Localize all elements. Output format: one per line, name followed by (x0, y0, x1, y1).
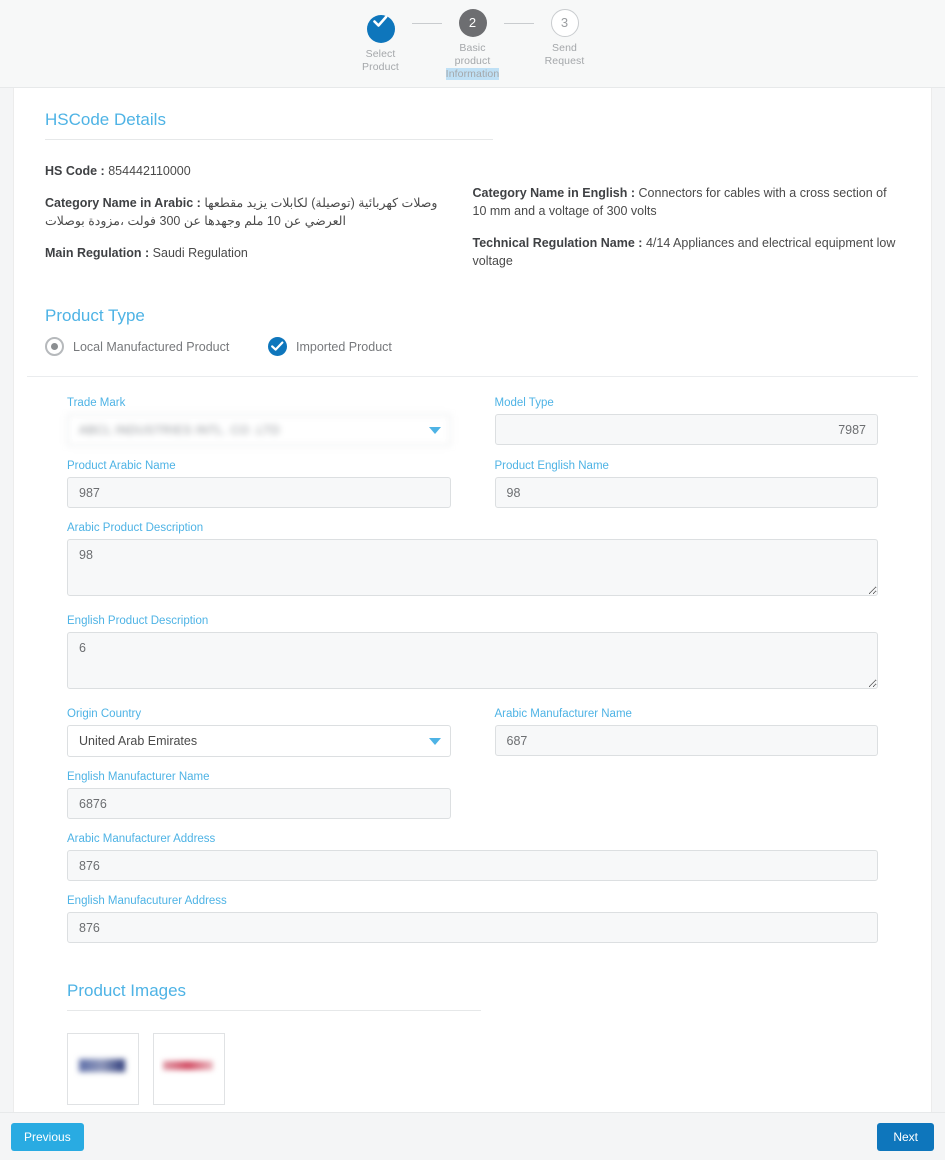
radio-unselected-icon[interactable] (45, 337, 64, 356)
hscode-right-column (473, 162, 901, 284)
wizard-footer (0, 1112, 945, 1160)
english-manufacturer-name-input[interactable] (67, 788, 451, 819)
category-arabic-label: Category Name in Arabic : (45, 196, 201, 210)
hscode-details-block (14, 140, 931, 284)
product-type-option-imported-label: Imported Product (296, 339, 392, 354)
category-english-label: Category Name in English : (472, 186, 636, 200)
step-2-bubble: 2 (459, 9, 487, 37)
trade-mark-label: Trade Mark (67, 397, 126, 409)
product-english-name-input[interactable] (495, 477, 879, 508)
image-thumbnail-1[interactable] (67, 1033, 139, 1105)
product-form (14, 377, 931, 957)
previous-button[interactable]: Previous (11, 1123, 84, 1151)
step-1-label (350, 48, 412, 74)
arabic-manufacturer-address-label: Arabic Manufacturer Address (67, 833, 216, 845)
origin-country-label: Origin Country (67, 708, 142, 720)
category-english-row (473, 184, 901, 220)
step-2-label-line-3: Information (445, 68, 500, 80)
english-product-description-textarea[interactable] (67, 632, 878, 689)
product-type-title: Product Type (45, 306, 145, 325)
main-regulation-label: Main Regulation : (45, 246, 150, 260)
field-trade-mark (45, 397, 473, 446)
arabic-manufacturer-name-input[interactable] (495, 725, 879, 756)
hscode-left-column (45, 162, 473, 284)
field-english-manufacturer-address (45, 895, 900, 943)
technical-regulation-row (473, 234, 901, 270)
main-regulation-value: Saudi Regulation (152, 246, 248, 260)
trade-mark-select-wrap[interactable] (67, 414, 451, 446)
field-product-english-name (473, 460, 901, 508)
product-arabic-name-input[interactable] (67, 477, 451, 508)
field-english-manufacturer-name (45, 771, 473, 819)
image-blur-placeholder (79, 1059, 125, 1072)
category-english-value: Connectors for cables with a cross section of 10 mm and a voltage of 300 volts (472, 186, 887, 218)
image-thumbnail-2-preview (159, 1039, 219, 1099)
product-type-options (14, 335, 931, 356)
image-blur-placeholder (163, 1061, 213, 1070)
model-type-input[interactable] (495, 414, 879, 445)
product-type-option-local[interactable] (45, 337, 268, 356)
field-origin-country (45, 708, 473, 757)
step-send-request[interactable] (534, 9, 596, 68)
form-card (13, 88, 932, 1134)
step-2-label (442, 42, 504, 81)
arabic-manufacturer-address-input[interactable] (67, 850, 878, 881)
image-thumbnail-1-preview (73, 1039, 133, 1099)
english-product-description-label: English Product Description (67, 615, 209, 627)
trade-mark-select[interactable]: ABCL INDUSTRIES INTL. CO .LTD (67, 414, 451, 446)
step-3-label-line-2: Request (544, 55, 585, 67)
hscode-details-title: HSCode Details (45, 88, 493, 140)
check-icon (367, 15, 395, 28)
radio-selected-check-icon[interactable] (268, 337, 287, 356)
category-arabic-row (45, 194, 453, 230)
hs-code-row (45, 162, 453, 180)
field-arabic-manufacturer-name (473, 708, 901, 757)
field-model-type (473, 397, 901, 446)
hs-code-label: HS Code : (45, 164, 105, 178)
step-2-label-line-1: Basic (459, 42, 486, 54)
wizard-stepper (350, 0, 596, 81)
step-3-label-line-1: Send (552, 42, 577, 54)
model-type-label: Model Type (494, 397, 554, 409)
next-button[interactable]: Next (877, 1123, 934, 1151)
product-arabic-name-label: Product Arabic Name (67, 460, 176, 472)
stepper-connector-2 (504, 23, 534, 24)
arabic-product-description-textarea[interactable] (67, 539, 878, 596)
field-english-product-description (45, 615, 900, 694)
origin-country-select-wrap[interactable] (67, 725, 451, 757)
step-basic-product-information[interactable] (442, 9, 504, 81)
product-images-title: Product Images (67, 981, 481, 1011)
field-arabic-manufacturer-address (45, 833, 900, 881)
image-thumbnail-2[interactable] (153, 1033, 225, 1105)
field-product-arabic-name (45, 460, 473, 508)
field-arabic-product-description (45, 522, 900, 601)
step-2-label-line-2: product (454, 55, 491, 67)
product-type-option-local-label: Local Manufactured Product (73, 339, 230, 354)
product-type-option-imported[interactable] (268, 337, 392, 356)
technical-regulation-value: 4/14 Appliances and electrical equipment low voltage (472, 236, 896, 268)
wizard-stepper-bar (0, 0, 945, 88)
product-images-list (14, 1011, 931, 1105)
english-manufacturer-name-label: English Manufacturer Name (67, 771, 210, 783)
english-manufacturer-address-label: English Manufacuturer Address (67, 895, 227, 907)
english-manufacturer-address-input[interactable] (67, 912, 878, 943)
step-1-label-line-2: Product (362, 61, 399, 73)
step-1-bubble (367, 15, 395, 43)
stepper-connector-1 (412, 23, 442, 24)
step-select-product[interactable] (350, 9, 412, 74)
step-3-bubble: 3 (551, 9, 579, 37)
category-arabic-value: وصلات كهربائية (توصيلة) لكابلات يزيد مقطعها العرضي عن 10 ملم وجهدها عن 300 فولت ،مزودة بوصلات (45, 196, 438, 228)
hs-code-value: 854442110000 (108, 164, 191, 178)
step-3-label (534, 42, 596, 68)
technical-regulation-label: Technical Regulation Name : (472, 236, 643, 250)
origin-country-select[interactable]: United Arab Emirates (67, 725, 451, 757)
arabic-manufacturer-name-label: Arabic Manufacturer Name (494, 708, 632, 720)
step-1-label-line-1: Select (365, 48, 396, 60)
main-regulation-row (45, 244, 453, 262)
arabic-product-description-label: Arabic Product Description (67, 522, 204, 534)
product-english-name-label: Product English Name (494, 460, 609, 472)
